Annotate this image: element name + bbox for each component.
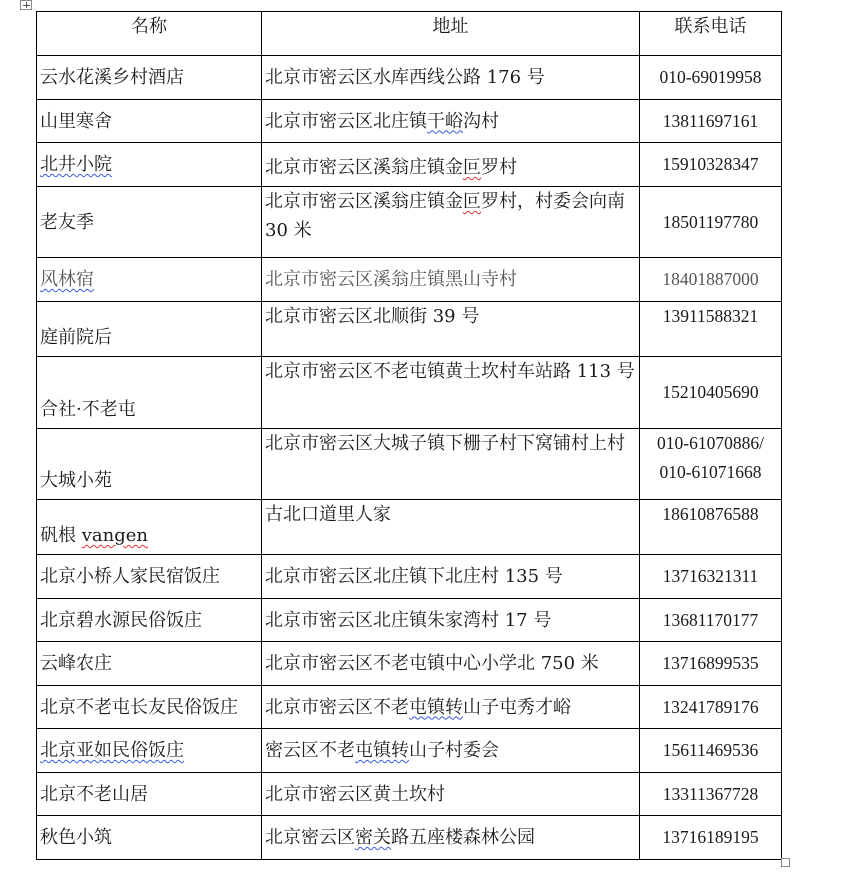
table-row <box>37 500 782 555</box>
cell-address: 北京市密云区不老屯镇转山子屯秀才峪 <box>262 686 640 729</box>
header-address: 地址 <box>262 12 640 56</box>
table-row <box>37 357 782 429</box>
cell-address: 北京市密云区大城子镇下栅子村下窝铺村上村 <box>262 429 640 500</box>
table-resize-handle-icon[interactable] <box>781 858 790 867</box>
cell-phone: 13811697161 <box>640 100 782 143</box>
table-row <box>37 686 782 729</box>
cell-address: 北京市密云区北顺街 39 号 <box>262 302 640 357</box>
table-row <box>37 555 782 599</box>
cell-phone: 13911588321 <box>640 302 782 357</box>
cell-name: 北井小院 <box>37 143 262 187</box>
cell-name: 合社·不老屯 <box>37 357 262 429</box>
cell-phone: 15210405690 <box>640 357 782 429</box>
cell-name: 北京碧水源民俗饭庄 <box>37 599 262 642</box>
table-row <box>37 816 782 860</box>
cell-phone: 13716899535 <box>640 642 782 686</box>
table-row <box>37 599 782 642</box>
header-name: 名称 <box>37 12 262 56</box>
cell-address: 北京市密云区黄土坎村 <box>262 773 640 816</box>
cell-phone: 13716189195 <box>640 816 782 860</box>
cell-name: 云峰农庄 <box>37 642 262 686</box>
cell-name: 山里寒舍 <box>37 100 262 143</box>
cell-address: 北京密云区密关路五座楼森林公园 <box>262 816 640 860</box>
table-move-handle-icon[interactable] <box>20 0 32 10</box>
cell-address: 北京市密云区不老屯镇黄土坎村车站路 113 号 <box>262 357 640 429</box>
cell-phone: 010-69019958 <box>640 56 782 100</box>
cell-phone: 18401887000 <box>640 258 782 302</box>
cell-address: 密云区不老屯镇转山子村委会 <box>262 729 640 773</box>
homestay-table <box>36 11 782 860</box>
table-row <box>37 56 782 100</box>
table-row <box>37 429 782 500</box>
cell-name: 大城小苑 <box>37 429 262 500</box>
cell-name: 矾根 vangen <box>37 500 262 555</box>
cell-address: 古北口道里人家 <box>262 500 640 555</box>
table-row <box>37 773 782 816</box>
cell-phone: 15910328347 <box>640 143 782 187</box>
cell-phone: 13311367728 <box>640 773 782 816</box>
table-row <box>37 302 782 357</box>
cell-name: 老友季 <box>37 187 262 258</box>
cell-address: 北京市密云区北庄镇干峪沟村 <box>262 100 640 143</box>
cell-name: 秋色小筑 <box>37 816 262 860</box>
cell-address: 北京市密云区水库西线公路 176 号 <box>262 56 640 100</box>
cell-phone: 18610876588 <box>640 500 782 555</box>
table-header-row <box>37 12 782 56</box>
cell-phone: 13241789176 <box>640 686 782 729</box>
cell-address: 北京市密云区溪翁庄镇金叵罗村 <box>262 143 640 187</box>
cell-address: 北京市密云区北庄镇下北庄村 135 号 <box>262 555 640 599</box>
cell-address: 北京市密云区不老屯镇中心小学北 750 米 <box>262 642 640 686</box>
cell-phone: 010-61070886/ 010-61071668 <box>640 429 782 500</box>
header-phone: 联系电话 <box>640 12 782 56</box>
cell-name: 北京亚如民俗饭庄 <box>37 729 262 773</box>
cell-address: 北京市密云区北庄镇朱家湾村 17 号 <box>262 599 640 642</box>
cell-name: 风林宿 <box>37 258 262 302</box>
table-row <box>37 100 782 143</box>
cell-address: 北京市密云区溪翁庄镇黑山寺村 <box>262 258 640 302</box>
cell-phone: 18501197780 <box>640 187 782 258</box>
table-row <box>37 729 782 773</box>
cell-phone: 15611469536 <box>640 729 782 773</box>
table-row <box>37 187 782 258</box>
cell-name: 北京不老屯长友民俗饭庄 <box>37 686 262 729</box>
cell-name: 北京小桥人家民宿饭庄 <box>37 555 262 599</box>
cell-phone: 13716321311 <box>640 555 782 599</box>
cell-name: 庭前院后 <box>37 302 262 357</box>
cell-name: 云水花溪乡村酒店 <box>37 56 262 100</box>
cell-address: 北京市密云区溪翁庄镇金叵罗村，村委会向南 30 米 <box>262 187 640 258</box>
table-row <box>37 642 782 686</box>
table-row <box>37 258 782 302</box>
cell-phone: 13681170177 <box>640 599 782 642</box>
table-row <box>37 143 782 187</box>
cell-name: 北京不老山居 <box>37 773 262 816</box>
